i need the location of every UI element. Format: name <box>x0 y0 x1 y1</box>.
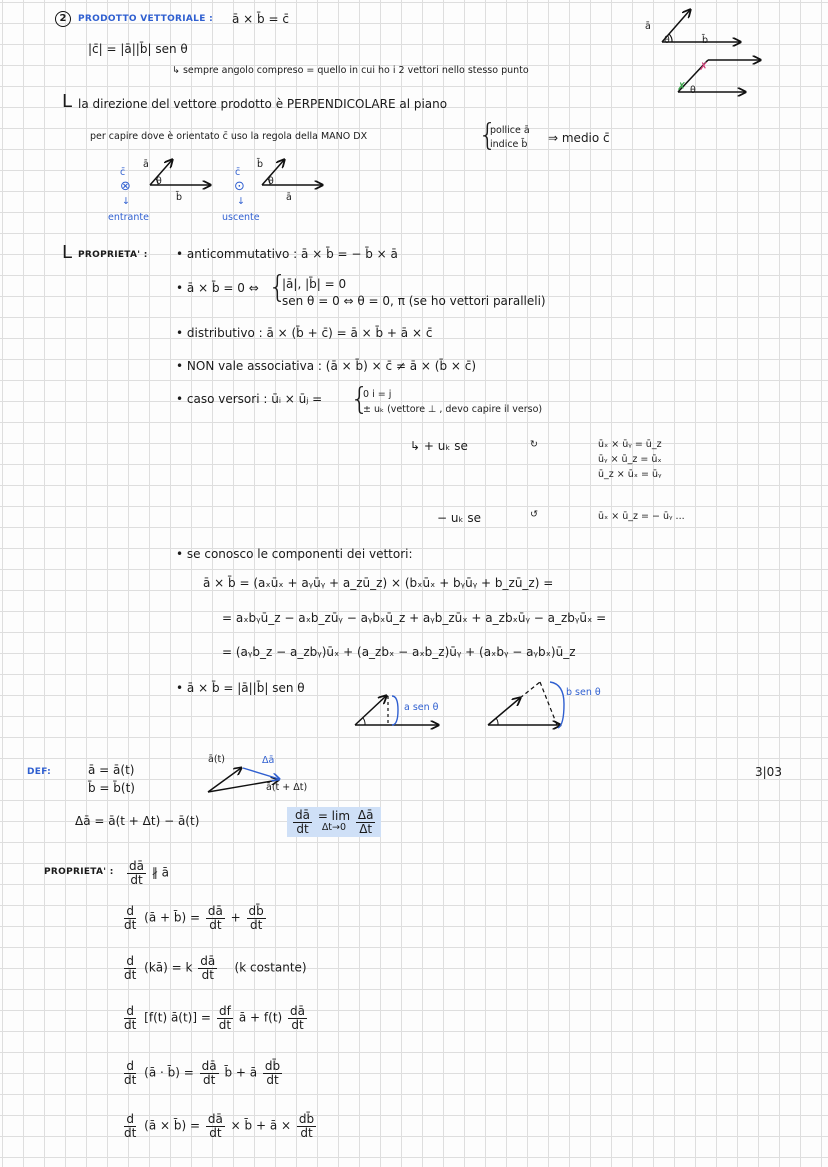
arrow-down-icon: ↓ <box>237 196 245 207</box>
diagram-label-theta: θ <box>664 35 670 46</box>
hand-left-a: ā <box>143 159 149 170</box>
def-b: b̄ = b̄(t) <box>88 781 135 795</box>
diagram-label-theta-2: θ <box>690 85 696 96</box>
deriv-prop-5: $\frac{d}{dt}$ (ā · b̄) = $\frac{dā}{dt}$ b̄ + ā $\frac{db̄}{dt}$ <box>124 1059 281 1087</box>
cycle-clockwise-icon: ↻ <box>530 439 538 450</box>
deriv-prop-3: $\frac{d}{dt}$ (kā) = k $\frac{dā}{dt}$ (k costante) <box>124 954 307 982</box>
hand-right-label: uscente <box>222 212 260 223</box>
zero-case-2: sen θ = 0 ⇔ θ = 0, π (se ho vettori paralleli) <box>282 294 546 308</box>
minus-rule: − uₖ se <box>437 511 482 525</box>
def-a: ā = ā(t) <box>88 763 135 777</box>
delta-vector-diagram <box>205 760 295 800</box>
cycle-plus-2: ūᵧ × ū_z = ūₓ <box>598 454 662 465</box>
section-title: PRODOTTO VETTORIALE : <box>78 14 213 24</box>
out-of-page-icon: ⊙ <box>234 179 245 194</box>
deriv-prop-2: $\frac{d}{dt}$ (ā + b̄) = $\frac{dā}{dt}$ + $\frac{db̄}{dt}$ <box>124 904 264 932</box>
prop-item: • distributivo : ā × (b̄ + c̄) = ā × b̄ + ā × c̄ <box>176 326 433 340</box>
diagram-a-t-dt: ā(t + Δt) <box>266 782 308 793</box>
deriv-props-label: PROPRIETA' : <box>44 867 114 877</box>
hand-left-label: entrante <box>108 212 149 223</box>
area-label-a-sen: a sen θ <box>404 702 439 713</box>
rule-case-1: pollice ā <box>490 125 530 136</box>
section-definition: ā × b̄ = c̄ <box>232 12 289 26</box>
derivative-limit-definition: $\frac{dā}{dt}$ = lim Δt→0 $\frac{\Delta ā}{\Delta t}$ <box>287 807 381 837</box>
diagram-delta-a: Δā <box>262 755 275 766</box>
prop-item: • se conosco le componenti dei vettori: <box>176 547 413 561</box>
hand-left-b: b̄ <box>176 192 183 203</box>
hand-left-theta: θ <box>156 176 162 187</box>
direction-line: la direzione del vettore prodotto è PERPENDICOLARE al piano <box>78 97 448 111</box>
diagram-label-b: b̄ <box>702 35 709 46</box>
prop-item: • NON vale associativa : (ā × b̄) × c̄ ≠ ā × (b̄ × c̄) <box>176 359 477 373</box>
cycle-counterclockwise-icon: ↺ <box>530 509 538 520</box>
area-label-b-sen: b sen θ <box>566 687 601 698</box>
bracket-mark: L <box>62 91 73 112</box>
components-line-3: = (aᵧb_z − a_zbᵧ)ūₓ + (a_zbₓ − aₓb_z)ūᵧ + (aₓbᵧ − aᵧbₓ)ū_z <box>222 645 576 659</box>
arrow-down-icon: ↓ <box>122 196 130 207</box>
deriv-prop-4: $\frac{d}{dt}$ [f(t) ā(t)] = $\frac{df}{dt}$ ā + f(t) $\frac{dā}{dt}$ <box>124 1004 306 1032</box>
components-line-1: ā × b̄ = (aₓūₓ + aᵧūᵧ + a_zū_z) × (bₓūₓ + bᵧūᵧ + b_zū_z) = <box>203 576 554 590</box>
hand-right-b: ā <box>286 192 292 203</box>
cycle-plus-1: ūₓ × ūᵧ = ū_z <box>598 439 662 450</box>
cycle-plus-3: ū_z × ūₓ = ūᵧ <box>598 469 662 480</box>
angle-diagram <box>640 15 760 115</box>
rule-case-2: indice b̄ <box>490 139 528 150</box>
diagram-label-a: ā <box>645 21 651 32</box>
versor-case-1: 0 i = j <box>363 389 392 400</box>
def-label: DEF: <box>27 767 52 777</box>
magnitude-note: ↳ sempre angolo compreso = quello in cui ho i 2 vettori nello stesso punto <box>172 65 529 76</box>
svg-text:✗: ✗ <box>677 80 687 93</box>
prop-item: • ā × b̄ = 0 ⇔ <box>176 281 259 295</box>
prop-item: • caso versori : ūᵢ × ūⱼ = <box>176 392 323 406</box>
magnitude-formula: |c̄| = |ā||b̄| sen θ <box>88 42 188 56</box>
bracket-mark: L <box>62 242 73 263</box>
properties-label: PROPRIETA' : <box>78 250 148 260</box>
brace: { <box>350 382 370 417</box>
into-page-icon: ⊗ <box>120 179 131 194</box>
hand-right-a: b̄ <box>257 159 264 170</box>
rule-result: ⇒ medio c̄ <box>548 131 610 145</box>
delta-definition: Δā = ā(t + Δt) − ā(t) <box>75 814 200 828</box>
zero-case-1: |ā|, |b̄| = 0 <box>282 277 347 291</box>
brace: { <box>478 118 498 153</box>
plus-rule: ↳ + uₖ se <box>410 439 468 453</box>
hand-right-theta: θ <box>268 176 274 187</box>
section-number: 2 <box>55 11 71 27</box>
brace: { <box>268 270 288 305</box>
prop-item: • ā × b̄ = |ā||b̄| sen θ <box>176 681 305 695</box>
deriv-prop-6: $\frac{d}{dt}$ (ā × b̄) = $\frac{dā}{dt}$ × b̄ + ā × $\frac{db̄}{dt}$ <box>124 1112 315 1140</box>
svg-text:✗: ✗ <box>699 60 709 73</box>
components-line-2: = aₓbᵧū_z − aₓb_zūᵧ − aᵧbₓū_z + aᵧb_zūₓ + a_zbₓūᵧ − a_zbᵧūₓ = <box>222 611 607 625</box>
deriv-prop-1: $\frac{dā}{dt}$ ∦ ā <box>129 859 169 887</box>
diagram-a-t: ā(t) <box>208 754 225 765</box>
hand-right-c: c̄ <box>235 167 241 178</box>
right-hand-rule-text: per capire dove è orientato c̄ uso la regola della MANO DX <box>90 131 368 142</box>
prop-item: • anticommutativo : ā × b̄ = − b̄ × ā <box>176 247 398 261</box>
hand-left-c: c̄ <box>120 167 126 178</box>
versor-case-2: ± uₖ (vettore ⊥ , devo capire il verso) <box>363 404 543 415</box>
cycle-minus: ūₓ × ū_z = − ūᵧ ... <box>598 511 685 522</box>
page-date: 3|03 <box>755 765 782 779</box>
